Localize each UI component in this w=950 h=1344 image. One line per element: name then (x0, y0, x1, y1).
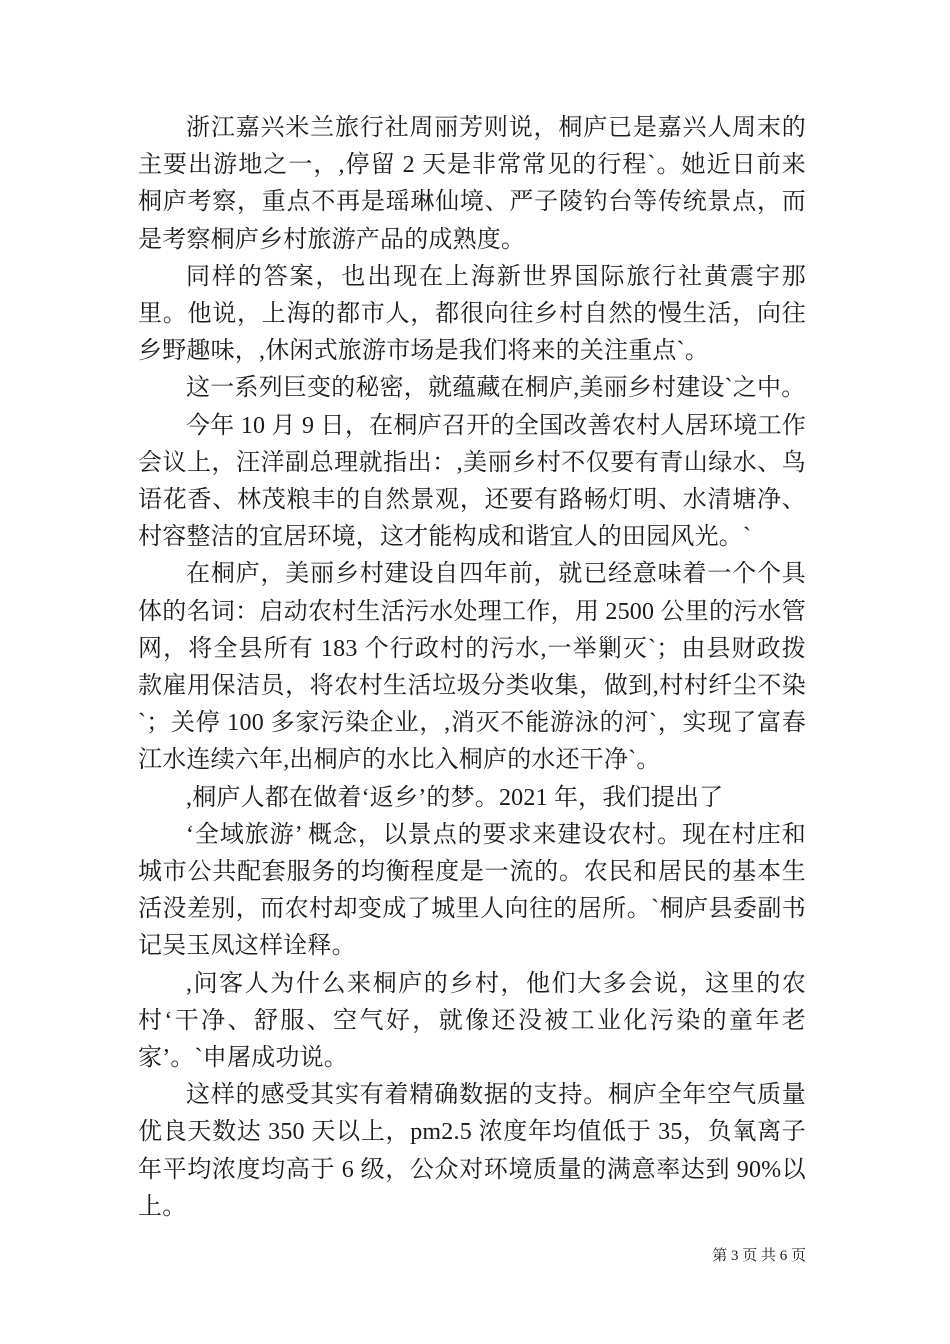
paragraph-8: ,问客人为什么来桐庐的乡村，他们大多会说，这里的农村‘干净、舒服、空气好，就像还没被工业化污染的童年老家’。`申屠成功说。 (138, 970, 806, 1072)
paragraph-2: 同样的答案，也出现在上海新世界国际旅行社黄震宇那里。他说，上海的都市人，都很向往乡村自然的慢生活，向往乡野趣味，,休闲式旅游市场是我们将来的关注重点`。 (138, 263, 806, 365)
paragraph-9: 这样的感受其实有着精确数据的支持。桐庐全年空气质量优良天数达 350 天以上，pm2.5 浓度年均值低于 35，负氧离子年平均浓度均高于 6 级，公众对环境质量的满意率达到 90%以上。 (138, 1082, 806, 1220)
page-number-indicator: 第 3 页 共 6 页 (712, 1248, 806, 1264)
paragraph-5: 在桐庐，美丽乡村建设自四年前，就已经意味着一个个具体的名词：启动农村生活污水处理工作，用 2500 公里的污水管网，将全县所有 183 个行政村的污水,一举剿灭`；由县财政拨款雇用保洁员，将农村生活垃圾分类收集，做到,村村纤尘不染`；关停 100 多家污染企业，,消灭不能游泳的河`，实现了富春江水连续六年,出桐庐的水比入桐庐的水还干净`。 (138, 561, 806, 774)
paragraph-3: 这一系列巨变的秘密，就蕴藏在桐庐,美丽乡村建设`之中。 (186, 375, 806, 402)
paragraph-7: ‘全域旅游’ 概念，以景点的要求来建设农村。现在村庄和城市公共配套服务的均衡程度是一流的。农民和居民的基本生活没差别，而农村却变成了城里人向往的居所。`桐庐县委副书记吴玉凤这样诠释。 (138, 821, 806, 960)
paragraph-6: ,桐庐人都在做着‘返乡’的梦。2021 年，我们提出了 (186, 784, 724, 811)
paragraph-4: 今年 10 月 9 日，在桐庐召开的全国改善农村人居环境工作会议上，汪洋副总理就指出：,美丽乡村不仅要有青山绿水、鸟语花香、林茂粮丰的自然景观，还要有路畅灯明、水清塘净、村容整洁的宜居环境，这才能构成和谐宜人的田园风光。` (138, 412, 806, 551)
document-body (138, 110, 806, 1226)
paragraph-1: 浙江嘉兴米兰旅行社周丽芳则说，桐庐已是嘉兴人周末的主要出游地之一，,停留 2 天是非常常见的行程`。她近日前来桐庐考察，重点不再是瑶琳仙境、严子陵钓台等传统景点，而是考察桐庐乡村旅游产品的成熟度。 (138, 115, 806, 253)
page-footer (138, 1246, 806, 1266)
